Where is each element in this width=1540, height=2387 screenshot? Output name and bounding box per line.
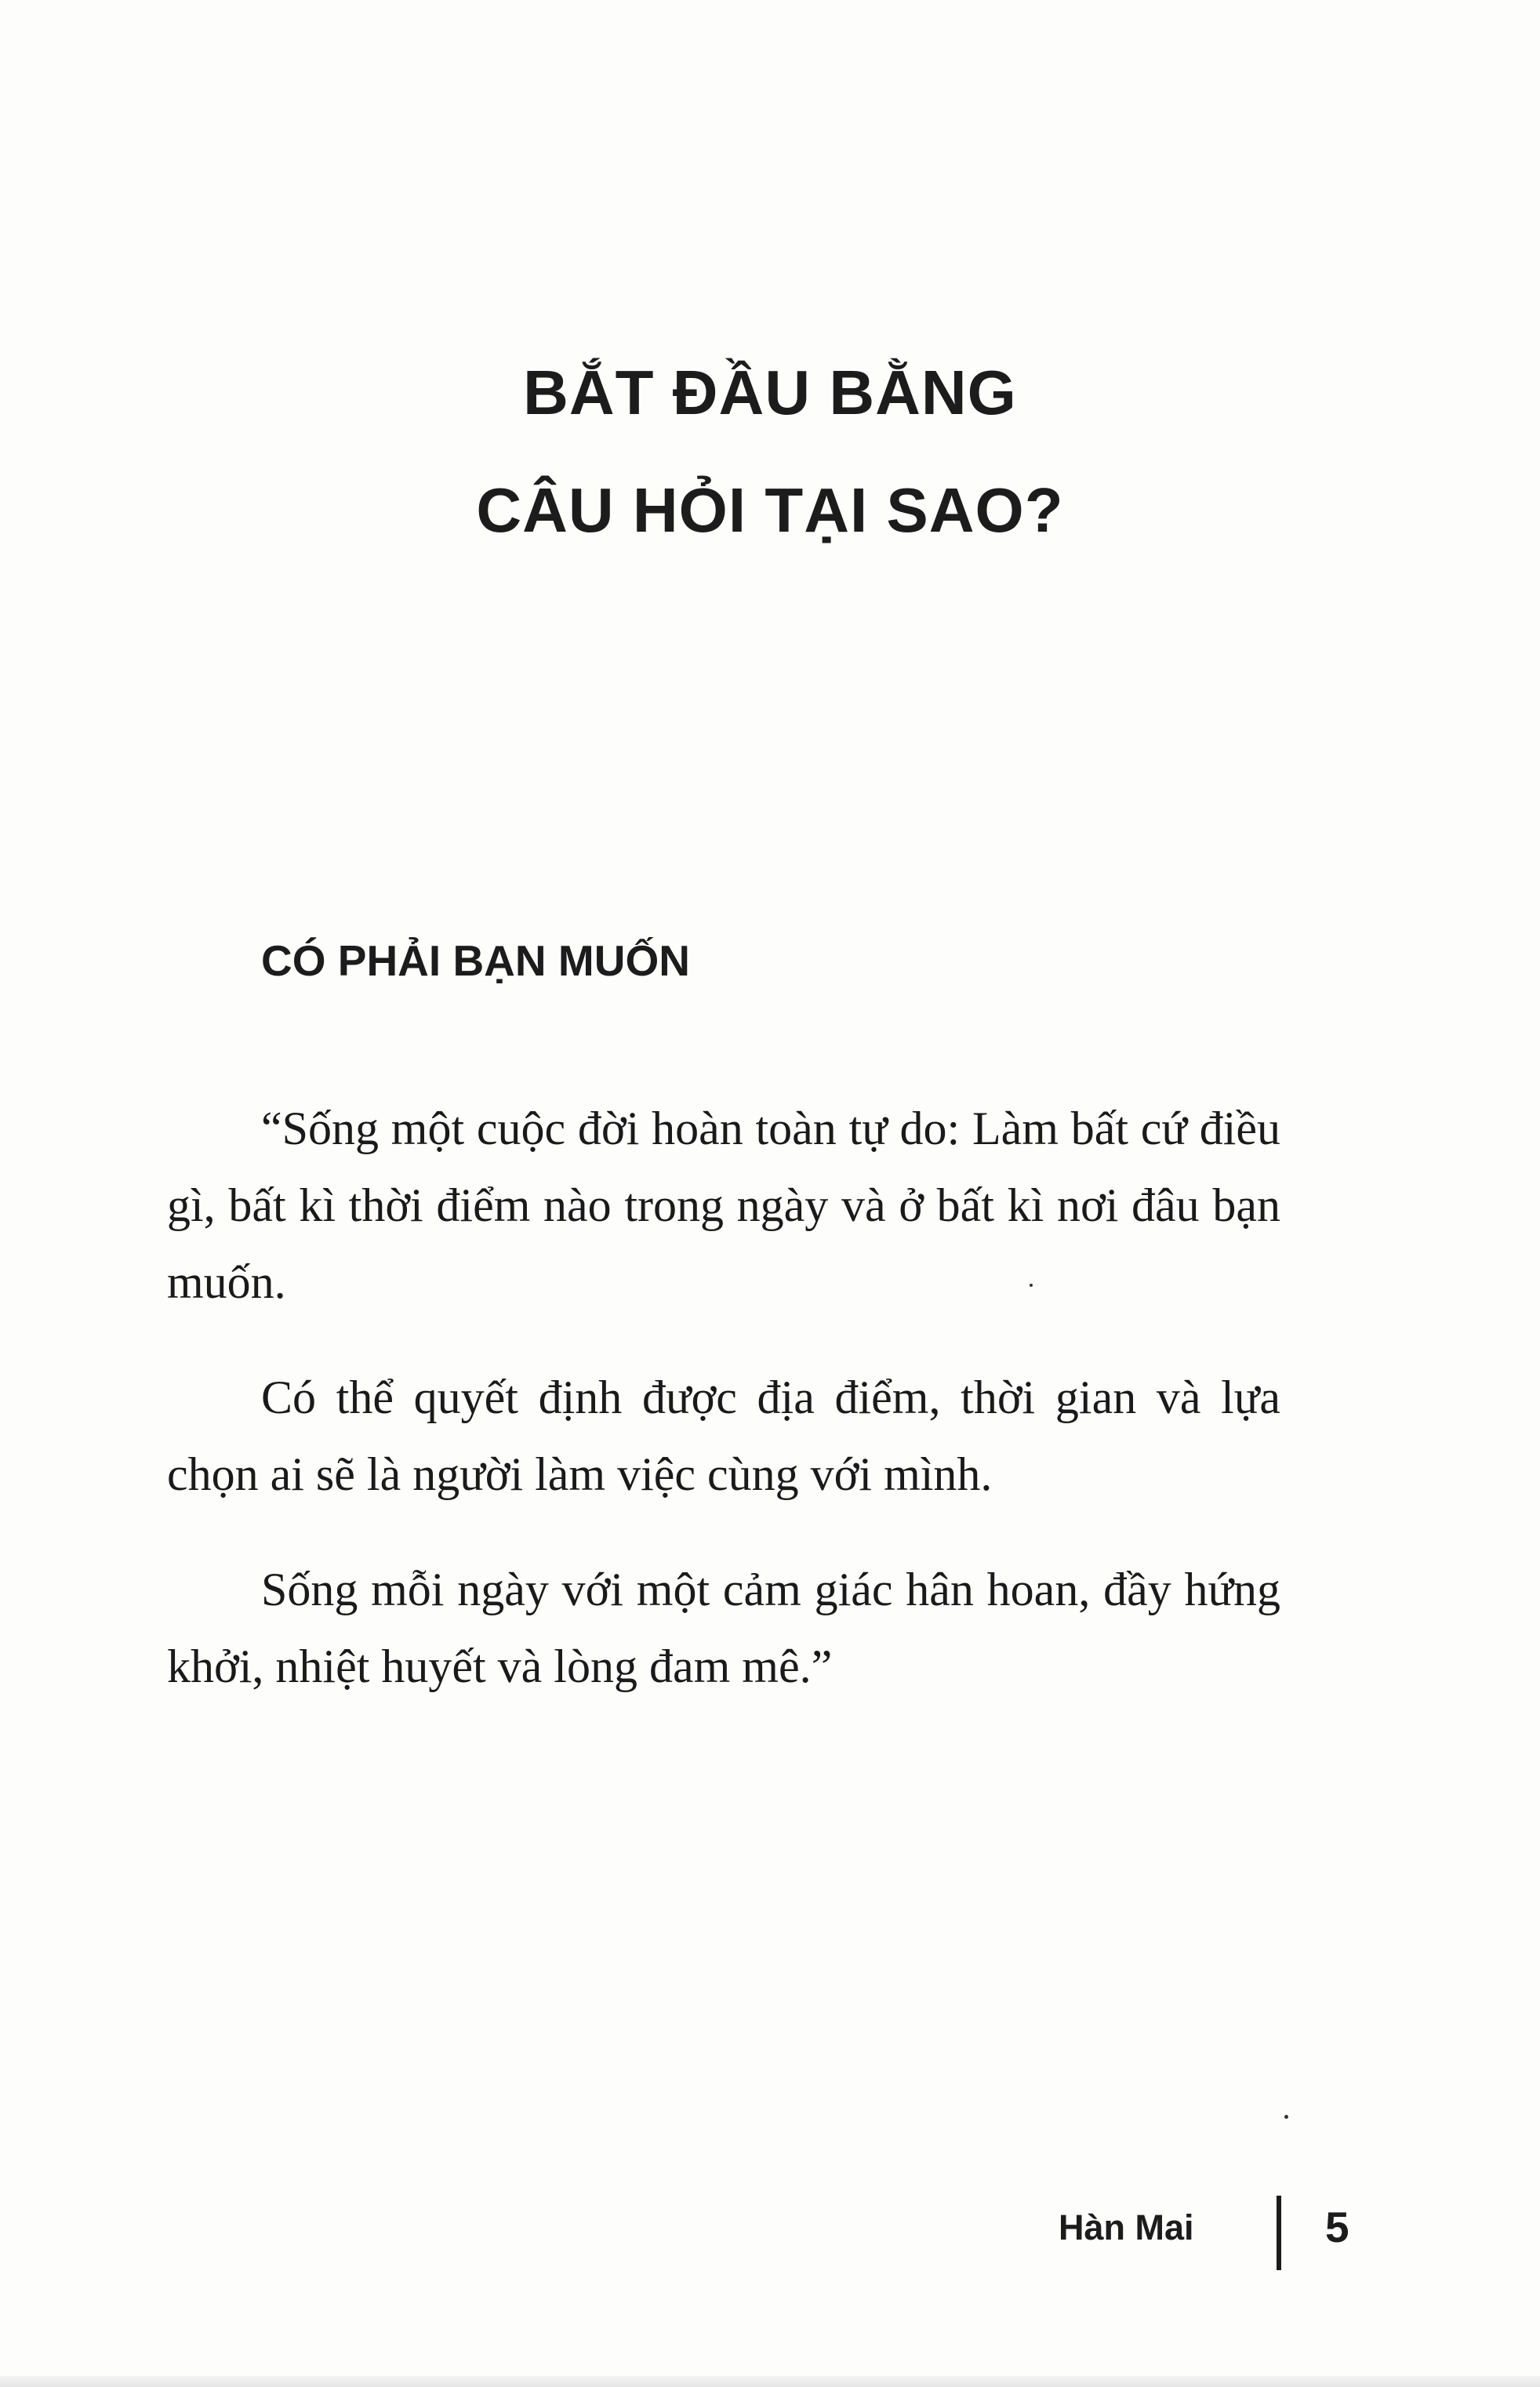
chapter-title-line-2: CÂU HỎI TẠI SAO? <box>476 475 1064 545</box>
chapter-title-line-1: BẮT ĐẦU BẰNG <box>523 358 1017 427</box>
paragraph-block-2 <box>167 1359 1280 1552</box>
page-number: 5 <box>1325 2203 1349 2251</box>
paragraph: “Sống một cuộc đời hoàn toàn tự do: Làm bất cứ điều gì, bất kì thời điểm nào trong ngày và ở bất kì nơi đâu bạn muốn. <box>167 1103 1280 1308</box>
paragraph: Có thể quyết định được địa điểm, thời gian và lựa chọn ai sẽ là người làm việc cùng với mình. <box>167 1372 1280 1500</box>
paragraph-block-3 <box>167 1551 1280 1744</box>
print-speck <box>1284 2115 1288 2119</box>
print-speck <box>1030 1284 1033 1287</box>
paragraph: Sống mỗi ngày với một cảm giác hân hoan, đầy hứng khởi, nhiệt huyết và lòng đam mê.” <box>167 1564 1280 1692</box>
section-heading: CÓ PHẢI BẠN MUỐN <box>261 936 690 985</box>
footer-divider <box>1277 2196 1281 2270</box>
page-bottom-edge <box>0 2376 1540 2387</box>
footer-author: Hàn Mai <box>1059 2207 1194 2247</box>
paragraph-block-1 <box>167 1090 1280 1360</box>
